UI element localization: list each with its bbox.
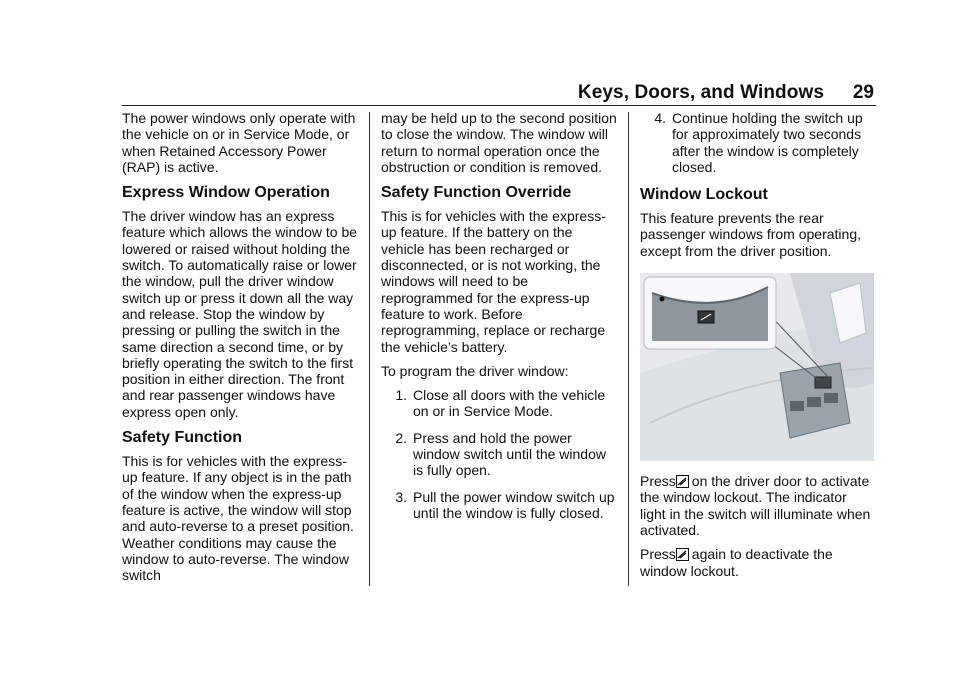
column-2 xyxy=(381,110,617,531)
activate-paragraph: Press on the driver door to activate the window lockout. The indicator light in the switch will illuminate when activated. xyxy=(640,473,871,538)
list-item: 2. Press and hold the power window switch until the window is fully open. xyxy=(395,429,606,479)
window-lockout-heading: Window Lockout xyxy=(640,186,768,204)
page-header xyxy=(122,80,876,106)
safety-function-heading: Safety Function xyxy=(122,429,243,447)
program-steps xyxy=(381,387,617,521)
list-item: 1. Close all doors with the vehicle on or in Service Mode. xyxy=(395,387,606,420)
express-window-heading: Express Window Operation xyxy=(122,184,330,202)
window-lockout-paragraph: This feature prevents the rear passenger windows from operating, except from the driver position. xyxy=(640,210,862,259)
continuation-paragraph: may be held up to the second position to close the window. The window will return to normal operation once the obstruction or condition is removed. xyxy=(381,110,617,175)
column-divider xyxy=(369,112,370,586)
deactivate-paragraph: Press again to deactivate the window lockout. xyxy=(640,546,833,579)
header-rule xyxy=(122,105,876,106)
safety-function-paragraph: This is for vehicles with the express-up feature. If any object is in the path of the window when the express-up feature is active, the window will stop and auto-reverse to a preset position. Weather conditions may cause the window to auto-reverse. The window switch xyxy=(122,453,354,584)
express-window-paragraph: The driver window has an express feature which allows the window to be lowered or raised without holding the switch. To automatically raise or lower the window, pull the driver window switch up or press it down all the way and release. Stop the window by pressing or pulling the switch in the same direction a second time, or by briefly operating the switch to the first position in either direction. The front and rear passenger windows have express open only. xyxy=(122,208,358,420)
intro-paragraph: The power windows only operate with the vehicle on or in Service Mode, or when Retained Accessory Power (RAP) is active. xyxy=(122,110,356,175)
list-item: 4. Continue holding the switch up for approximately two seconds after the window is completely closed. xyxy=(654,110,863,175)
column-1 xyxy=(122,110,360,591)
window-lockout-icon xyxy=(676,475,689,488)
page-number: 29 xyxy=(852,82,874,103)
section-title: Keys, Doors, and Windows xyxy=(577,82,824,103)
door-panel-drawing xyxy=(640,273,874,461)
safety-override-heading: Safety Function Override xyxy=(381,184,572,202)
window-lockout-icon xyxy=(676,548,689,561)
list-item: 3. Pull the power window switch up until the window is fully closed. xyxy=(395,488,615,521)
column-divider xyxy=(628,112,629,586)
program-steps-continued xyxy=(640,110,876,175)
program-intro: To program the driver window: xyxy=(381,362,569,379)
column-3 xyxy=(640,110,876,587)
safety-override-paragraph: This is for vehicles with the express-up feature. If the battery on the vehicle has been recharged or disconnected, or is not working, the windows will need to be reprogrammed for the express-up feature to work. Before reprogramming, replace or recharge the vehicle’s battery. xyxy=(381,208,606,355)
door-switch-illustration xyxy=(640,273,874,461)
